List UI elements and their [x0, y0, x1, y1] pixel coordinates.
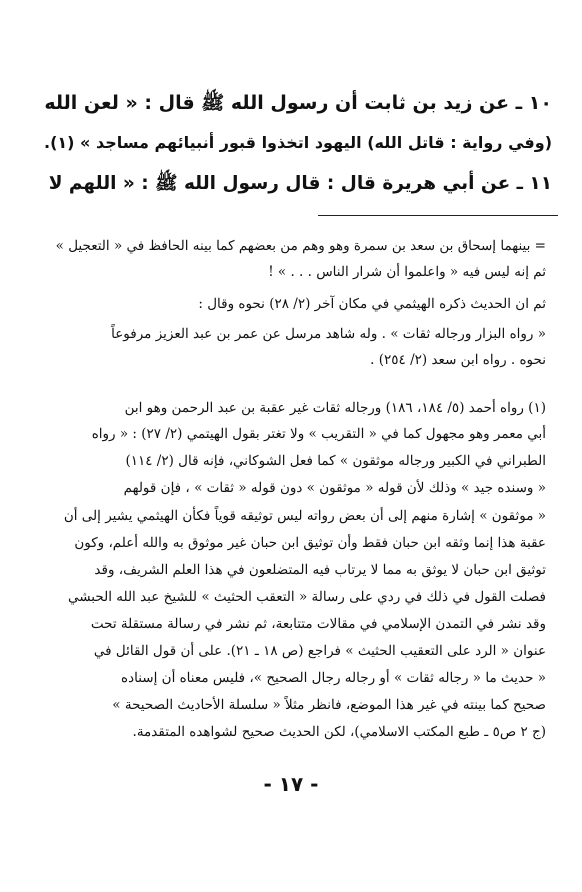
- footnote-line: (ج ٢ ص٥ ـ طبع المكتب الاسلامي)، لكن الحديث صحيح لشواهده المتقدمة.: [132, 724, 546, 740]
- page-number: - ١٧ -: [263, 772, 319, 796]
- footnote-line: الطبراني في الكبير ورجاله موثقون » كما فعل الشوكاني، فإنه قال (٢/ ١١٤): [125, 453, 546, 469]
- continuation-note-line: ثم ان الحديث ذكره الهيثمي في مكان آخر (٢/ ٢٨) نحوه وقال :: [198, 296, 546, 312]
- footnote-line: أبي معمر وهو مجهول كما في « التقريب » ولا تغتر بقول الهيتمي (٢/ ٢٧) : « رواه: [91, 426, 546, 442]
- footnote-line: « وسنده جيد » وذلك لأن قوله « موثقون » دون قوله « ثقات » ، فإن قولهم: [123, 480, 546, 496]
- continuation-note-line: « رواه البزار ورجاله ثقات » . وله شاهد مرسل عن عمر بن عبد العزيز مرفوعاً: [111, 326, 546, 342]
- footnote-line: صحيح كما بينته في غير هذا الموضع، فانظر مثلاً « سلسلة الأحاديث الصحيحة »: [112, 697, 546, 713]
- footnote-line: عنوان « الرد على التعقيب الحثيث » فراجع (ص ١٨ ـ ٢١). على أن قول القائل في: [93, 643, 546, 659]
- footnote-line: « حديث ما « رجاله ثقات » أو رجاله رجال الصحيح »، فليس معناه أن إسناده: [121, 670, 546, 686]
- footnote-line: عقبة هذا إنما وثقه ابن حبان فقط وأن توثيق ابن حبان غير موثوق به والله أعلم، وكون: [74, 535, 546, 551]
- footnote-line: فصلت القول في ذلك في ردي على رسالة « التعقب الحثيث » للشيخ عبد الله الحبشي: [68, 589, 546, 605]
- continuation-note-line: ثم إنه ليس فيه « واعلموا أن شرار الناس . . . » !: [268, 264, 546, 280]
- hadith-11-line-1: ١١ ـ عن أبي هريرة قال : قال رسول الله ﷺ : « اللهم لا: [48, 173, 552, 194]
- footnote-line: (١) رواه أحمد (٥/ ١٨٤، ١٨٦) ورجاله ثقات غير عقبة بن عبد الرحمن وهو ابن: [124, 400, 546, 416]
- footnote-line: توثيق ابن حبان لا يوثق به مما لا يرتاب فيه المتضلعون في هذا العلم الشريف، وقد: [94, 562, 546, 578]
- hadith-10-line-2: (وفي رواية : قاتل الله) اليهود اتخذوا قبور أنبيائهم مساجد » (١).: [44, 133, 552, 152]
- continuation-note-line: = بينهما إسحاق بن سعد بن سمرة وهو وهم من بعضهم كما بينه الحافظ في « التعجيل »: [55, 238, 546, 254]
- continuation-note-line: نحوه . رواه ابن سعد (٢/ ٢٥٤) .: [370, 352, 546, 368]
- footnote-separator: [318, 215, 558, 216]
- hadith-10-line-1: ١٠ ـ عن زيد بن ثابت أن رسول الله ﷺ قال : « لعن الله: [44, 92, 552, 114]
- footnote-line: « موثقون » إشارة منهم إلى أن بعض رواته ليس توثيقه قوياً فكأن الهيثمي يشير إلى أن: [63, 508, 546, 524]
- footnote-line: وقد نشر في التمدن الإسلامي في مقالات متتابعة، ثم نشر في رسالة مستقلة تحت: [90, 616, 546, 632]
